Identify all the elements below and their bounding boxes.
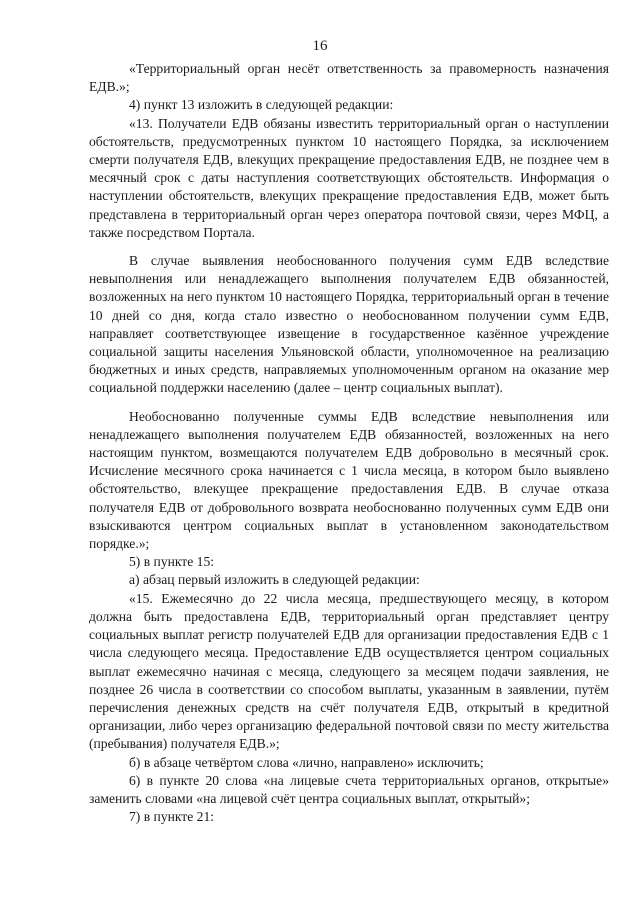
paragraph-refund: Необоснованно полученные суммы ЕДВ вследствие невыполнения или ненадлежащего выполнения получателем ЕДВ обязанностей, возложенных на него настоящим пунктом, возмещаются получателем ЕДВ добровольно в месячный срок. Исчисление месячного срока начинается с 1 числа месяца, в котором было выявлено обстоятельство, влекущее прекращение предоставления ЕДВ. В случае отказа получателя ЕДВ от добровольного возврата необоснованно полученных сумм ЕДВ они взыскиваются центром социальных выплат в установленном законодательством порядке.»; xyxy=(89,408,609,552)
paragraph-item-5: 5) в пункте 15: xyxy=(129,554,215,570)
paragraph-item-5b: б) в абзаце четвёртом слова «лично, направлено» исключить; xyxy=(129,754,484,770)
paragraph-unjustified-receipt: В случае выявления необоснованного получения сумм ЕДВ вследствие невыполнения или ненадлежащего выполнения получателем ЕДВ обязанностей, возложенных на него пунктом 10 настоящего Порядка, территориальный орган в течение 10 дней со дня, когда стало известно о необоснованном получении сумм ЕДВ, направляет соответствующее извещение в государственное казённое учреждение социальной защиты населения Ульяновской области, уполномоченное на реализацию бюджетных и иных средств, направляемых уполномоченным органом на оказание мер социальной поддержки населению (далее – центр социальных выплат). xyxy=(89,253,609,396)
paragraph-clause-15: «15. Ежемесячно до 22 числа месяца, предшествующего месяцу, в котором должна быть предоставлена ЕДВ, территориальный орган представляет центру социальных выплат регистр получателей ЕДВ для организации предоставления ЕДВ с 1 числа следующего месяца. Предоставление ЕДВ осуществляется центром социальных выплат ежемесячно начиная с месяца, следующего за месяцем подачи заявления, не позднее 26 числа в соответствии со способом выплаты, указанным в заявлении, путём перечисления денежных средств на счёт получателя ЕДВ, открытый в кредитной организации, либо через организацию федеральной почтовой связи по месту жительства (пребывания) получателя ЕДВ.»; xyxy=(89,590,609,752)
document-body xyxy=(89,60,609,826)
paragraph-responsibility: «Территориальный орган несёт ответственность за правомерность назначения ЕДВ.»; xyxy=(89,61,609,95)
paragraph-item-4: 4) пункт 13 изложить в следующей редакции: xyxy=(129,97,394,113)
paragraph-item-6: 6) в пункте 20 слова «на лицевые счета территориальных органов, открытые» заменить словами «на лицевой счёт центра социальных выплат, открытый»; xyxy=(89,772,609,806)
paragraph-item-7: 7) в пункте 21: xyxy=(129,809,215,825)
paragraph-item-5a: а) абзац первый изложить в следующей редакции: xyxy=(129,572,420,588)
paragraph-clause-13: «13. Получатели ЕДВ обязаны известить территориальный орган о наступлении обстоятельств, предусмотренных пунктом 10 настоящего Порядка, за исключением смерти получателя ЕДВ, влекущих прекращение предоставления ЕДВ, не позднее чем в месячный срок с даты наступления соответствующих обстоятельств. Информация о наступлении обстоятельств, влекущих прекращение предоставления ЕДВ, может быть представлена в территориальный орган через оператора почтовой связи, через МФЦ, а также посредством Портала. xyxy=(89,115,609,240)
page-number: 16 xyxy=(312,38,328,54)
